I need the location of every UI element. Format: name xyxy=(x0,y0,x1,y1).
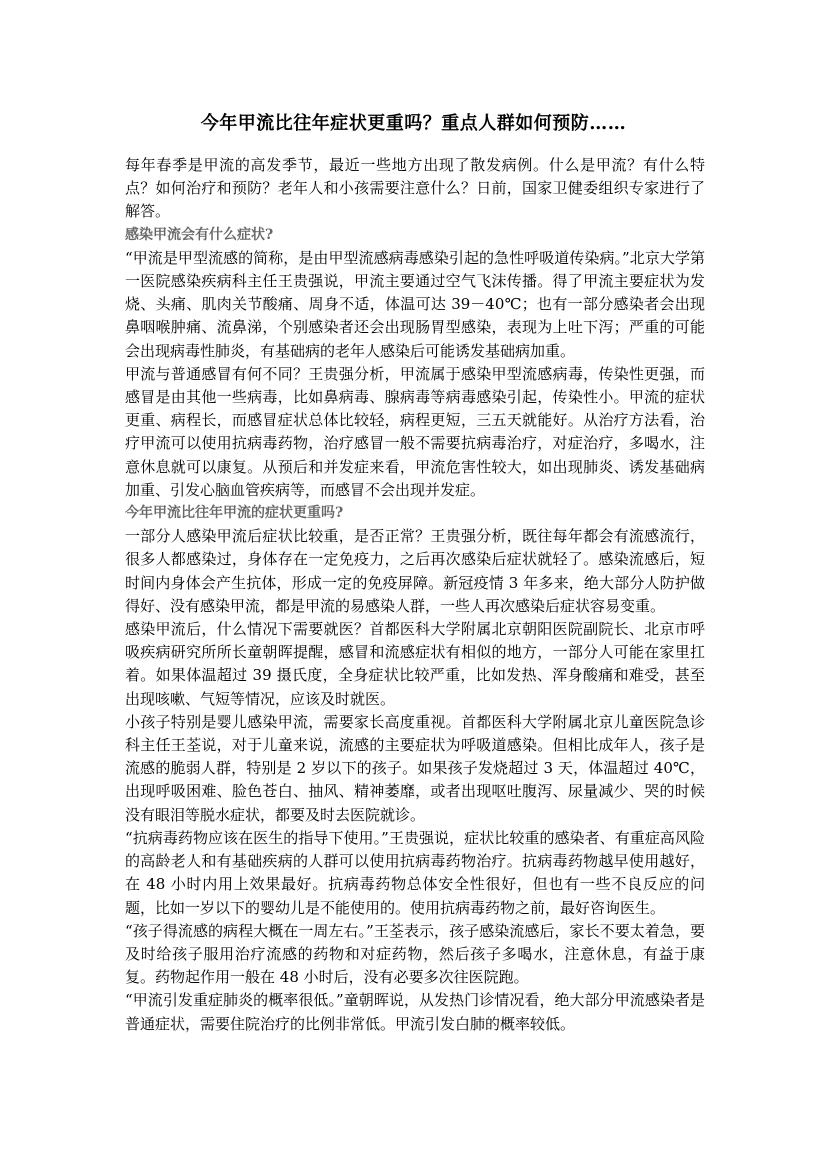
section-heading-severity: 今年甲流比往年甲流的症状更重吗? xyxy=(125,505,344,522)
body-paragraph: 一部分人感染甲流后症状比较重，是否正常？王贵强分析，既往每年都会有流感流行，很多人都感染过，身体存在一定免疫力，之后再次感染后症状就轻了。感染流感后，短时间内身体会产生抗体，形成一定的免疫屏障。新冠疫情 3 年多来，绝大部分人防护做得好、没有感染甲流，都是甲流的易感染人群，一些人再次感染后症状容易变重。 xyxy=(125,527,705,615)
body-paragraph: 感染甲流后，什么情况下需要就医？首都医科大学附属北京朝阳医院副院长、北京市呼吸疾病研究所所长童朝晖提醒，感冒和流感症状有相似的地方，一部分人可能在家里扛着。如果体温超过 39 摄氏度，全身症状比较严重，比如发热、浑身酸痛和难受，甚至出现咳嗽、气短等情况，应该及时就医。 xyxy=(125,620,705,708)
body-paragraph: 甲流与普通感冒有何不同？王贵强分析，甲流属于感染甲型流感病毒，传染性更强，而感冒是由其他一些病毒，比如鼻病毒、腺病毒等病毒感染引起，传染性小。甲流的症状更重、病程长，而感冒症状总体比较轻，病程更短，三五天就能好。从治疗方法看，治疗甲流可以使用抗病毒药物，治疗感冒一般不需要抗病毒治疗，对症治疗，多喝水，注意休息就可以康复。从预后和并发症来看，甲流危害性较大，如出现肺炎、诱发基础病加重、引发心脑血管疾病等，而感冒不会出现并发症。 xyxy=(125,364,705,499)
section-heading-symptoms: 感染甲流会有什么症状? xyxy=(125,226,274,243)
document-title: 今年甲流比往年症状更重吗？重点人群如何预防…… xyxy=(200,113,627,134)
body-paragraph: “孩子得流感的病程大概在一周左右。”王荃表示，孩子感染流感后，家长不要太着急，要及时给孩子服用治疗流感的药物和对症药物，然后孩子多喝水，注意休息，有益于康复。药物起作用一般在 48 小时后，没有必要多次往医院跑。 xyxy=(125,921,705,987)
body-paragraph: “甲流是甲型流感的简称，是由甲型流感病毒感染引起的急性呼吸道传染病。”北京大学第一医院感染疾病科主任王贵强说，甲流主要通过空气飞沫传播。得了甲流主要症状为发烧、头痛、肌肉关节酸痛、周身不适，体温可达 39－40℃；也有一部分感染者会出现鼻咽喉肿痛、流鼻涕，个别感染者还会出现肠胃型感染，表现为上吐下泻；严重的可能会出现病毒性肺炎，有基础病的老年人感染后可能诱发基础病加重。 xyxy=(125,248,705,360)
body-paragraph: “抗病毒药物应该在医生的指导下使用。”王贵强说，症状比较重的感染者、有重症高风险的高龄老人和有基础疾病的人群可以使用抗病毒药物治疗。抗病毒药物越早使用越好，在 48 小时内用上效果最好。抗病毒药物总体安全性很好，但也有一些不良反应的问题，比如一岁以下的婴幼儿是不能使用的。使用抗病毒药物之前，最好咨询医生。 xyxy=(125,828,705,917)
document-body xyxy=(125,154,705,1036)
intro-paragraph: 每年春季是甲流的高发季节，最近一些地方出现了散发病例。什么是甲流？有什么特点？如何治疗和预防？老年人和小孩需要注意什么？日前，国家卫健委组织专家进行了解答。 xyxy=(125,156,705,221)
body-paragraph: “甲流引发重症肺炎的概率很低。”童朝晖说，从发热门诊情况看，绝大部分甲流感染者是普通症状，需要住院治疗的比例非常低。甲流引发白肺的概率较低。 xyxy=(125,991,705,1033)
body-paragraph: 小孩子特别是婴儿感染甲流，需要家长高度重视。首都医科大学附属北京儿童医院急诊科主任王荃说，对于儿童来说，流感的主要症状为呼吸道感染。但相比成年人，孩子是流感的脆弱人群，特别是 2 岁以下的孩子。如果孩子发烧超过 3 天，体温超过 40℃，出现呼吸困难、脸色苍白、抽风、精神萎靡，或者出现呕吐腹泻、尿量减少、哭的时候没有眼泪等脱水症状，都要及时去医院就诊。 xyxy=(125,712,705,824)
